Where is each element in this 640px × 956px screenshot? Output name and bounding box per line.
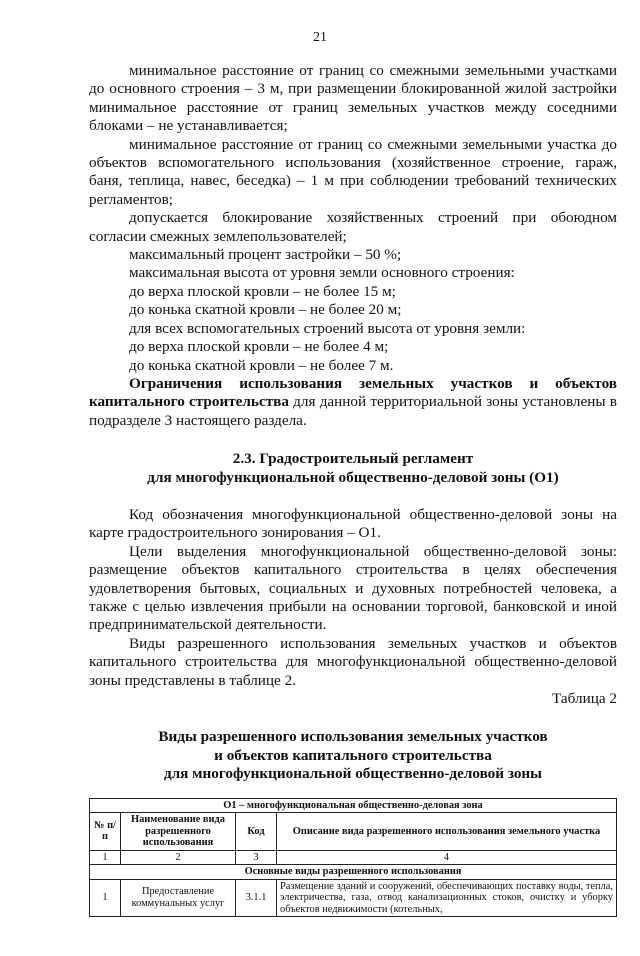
table-caption: Таблица 2 <box>552 690 617 707</box>
column-number-1: 1 <box>90 850 121 865</box>
paragraph-min-distance-main: минимальное расстояние от границ со смежными земельными участками до основного строения – 3 м, при размещении блокированной жилой застройки минимальное расстояние от границ земельных участков между соседними блоками – не устанавливается; <box>89 62 617 135</box>
page-number: 21 <box>313 30 327 45</box>
page-content <box>89 62 617 917</box>
row-number: 1 <box>90 879 121 917</box>
paragraph-min-distance-auxiliary: минимальное расстояние от границ со смежными земельными участка до объектов вспомогательного использования (хозяйственное строение, гараж, баня, теплица, навес, беседка) – 1 м при соблюдении требований технических регламентов; <box>89 135 617 208</box>
paragraph-restrictions <box>89 375 617 430</box>
table-group-title: Основные виды разрешенного использования <box>90 865 617 880</box>
header-use-name: Наименование вида разрешенного использования <box>121 813 236 851</box>
paragraph-permitted-uses: Виды разрешенного использования земельных участков и объектов капитального строительства для многофункциональной общественно-деловой зоны представлены в таблице 2. <box>89 634 617 689</box>
permitted-uses-table <box>89 798 617 918</box>
column-number-2: 2 <box>121 850 236 865</box>
column-number-4: 4 <box>277 850 617 865</box>
paragraph-blocking: допускается блокирование хозяйственных строений при обоюдном согласии смежных землепользователей; <box>89 209 617 245</box>
table-header-row <box>90 813 617 851</box>
line-flat-roof-main: до верха плоской кровли – не более 15 м; <box>129 282 396 300</box>
header-description: Описание вида разрешенного использования земельного участка <box>277 813 617 851</box>
paragraph-zone-code: Код обозначения многофункциональной общественно-деловой зоны на карте градостроительного зонирования – О1. <box>89 505 617 542</box>
line-pitched-roof-main: до конька скатной кровли – не более 20 м; <box>129 301 402 319</box>
table-numbering-row <box>90 850 617 865</box>
restrictions-rest: для данной территориальной зоны установлены в подразделе 3 настоящего раздела. <box>89 393 617 429</box>
section-heading-line2: для многофункциональной общественно-деловой зоны (О1) <box>147 468 559 486</box>
restrictions-bold: Ограничения использования земельных участков и объектов капитального строительства <box>89 374 617 411</box>
paragraph-zone-goals: Цели выделения многофункциональной общественно-деловой зоны: размещение объектов капитального строительства в целях обеспечения удовлетворения бытовых, социальных и духовных потребностей человека, а также с целью извлечения прибыли на основании торговой, банковской и иной предпринимательской деятельности. <box>89 542 617 634</box>
header-code: Код <box>236 813 277 851</box>
line-flat-roof-aux: до верха плоской кровли – не более 4 м; <box>129 338 389 356</box>
table-group-row <box>90 865 617 880</box>
line-aux-height: для всех вспомогательных строений высота от уровня земли: <box>129 319 526 337</box>
table-heading-line1: Виды разрешенного использования земельных участков <box>158 728 548 746</box>
row-use-name: Предоставление коммунальных услуг <box>121 879 236 917</box>
table-row <box>90 879 617 917</box>
row-description: Размещение зданий и сооружений, обеспечивающих поставку воды, тепла, электричества, газа, отвод канализационных стоков, очистку и уборку объектов недвижимости (котельных, <box>277 879 617 917</box>
table-zone-title: О1 – многофункциональная общественно-деловая зона <box>90 798 617 813</box>
table-heading-line2: и объектов капитального строительства <box>214 746 492 764</box>
row-code: 3.1.1 <box>236 879 277 917</box>
table-zone-title-row <box>90 798 617 813</box>
line-max-height-main: максимальная высота от уровня земли основного строения: <box>129 264 515 282</box>
column-number-3: 3 <box>236 850 277 865</box>
section-heading-line1: 2.3. Градостроительный регламент <box>232 450 474 468</box>
header-number: № п/п <box>90 813 121 851</box>
table-heading-line3: для многофункциональной общественно-деловой зоны <box>163 765 543 783</box>
line-pitched-roof-aux: до конька скатной кровли – не более 7 м. <box>129 356 394 374</box>
line-max-coverage: максимальный процент застройки – 50 %; <box>129 246 402 264</box>
